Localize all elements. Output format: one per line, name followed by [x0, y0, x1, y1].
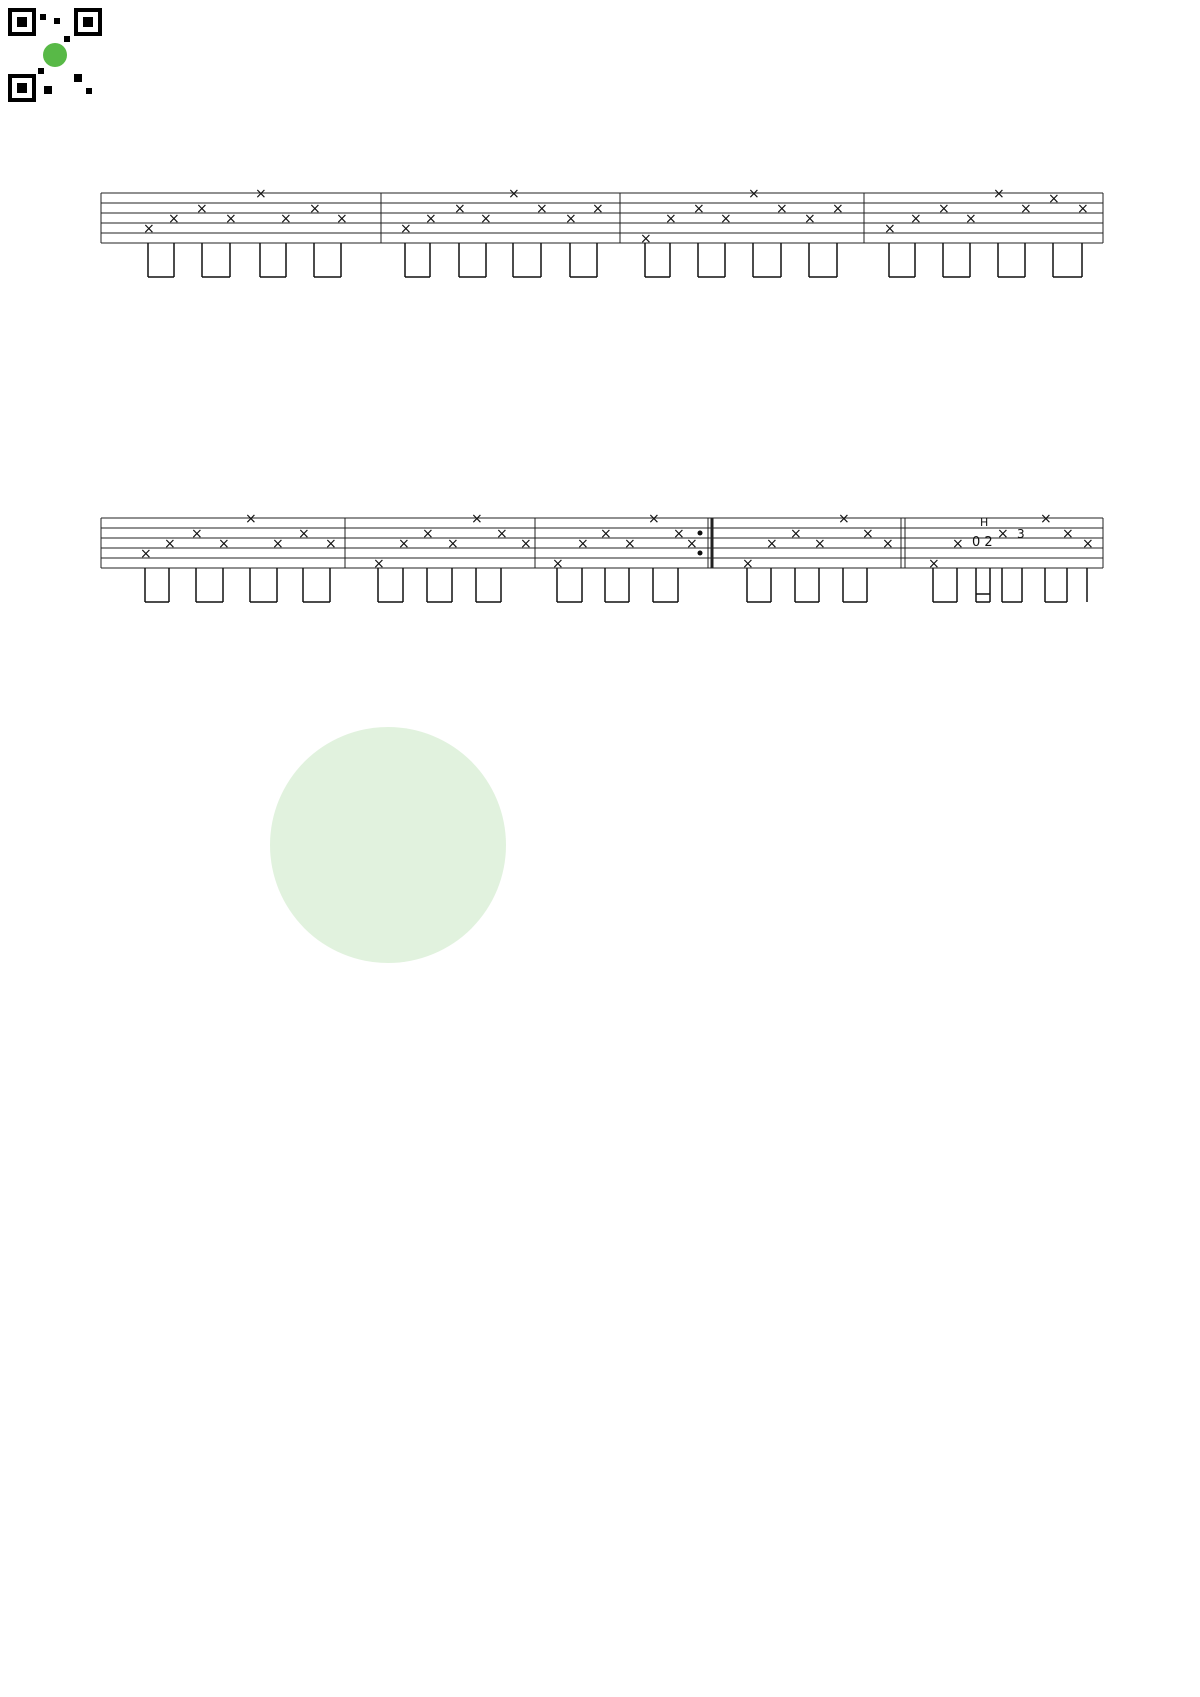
- svg-text:×: ×: [993, 186, 1005, 202]
- svg-text:×: ×: [168, 211, 180, 227]
- svg-text:×: ×: [552, 556, 564, 572]
- svg-text:0 2: 0 2: [972, 535, 993, 550]
- svg-text:×: ×: [814, 536, 826, 552]
- watermark-circle: [270, 727, 506, 963]
- svg-text:×: ×: [398, 536, 410, 552]
- svg-text:×: ×: [577, 536, 589, 552]
- svg-text:×: ×: [600, 526, 612, 542]
- svg-text:×: ×: [480, 211, 492, 227]
- svg-text:×: ×: [910, 211, 922, 227]
- svg-text:×: ×: [272, 536, 284, 552]
- svg-text:×: ×: [804, 211, 816, 227]
- svg-text:×: ×: [373, 556, 385, 572]
- svg-text:×: ×: [425, 211, 437, 227]
- staff-system-1: [101, 186, 1103, 277]
- tab-notes: [140, 511, 1094, 572]
- svg-text:×: ×: [1040, 511, 1052, 527]
- svg-text:×: ×: [790, 526, 802, 542]
- svg-text:×: ×: [1048, 191, 1060, 207]
- svg-text:×: ×: [952, 536, 964, 552]
- svg-text:×: ×: [1020, 201, 1032, 217]
- svg-text:×: ×: [832, 201, 844, 217]
- svg-text:×: ×: [245, 511, 257, 527]
- rhythm-stems: [148, 243, 1082, 277]
- svg-text:×: ×: [742, 556, 754, 572]
- svg-text:×: ×: [928, 556, 940, 572]
- svg-text:×: ×: [536, 201, 548, 217]
- svg-text:×: ×: [218, 536, 230, 552]
- rhythm-stems: [145, 568, 1087, 602]
- svg-text:×: ×: [565, 211, 577, 227]
- tab-notes: [143, 186, 1089, 247]
- svg-text:×: ×: [225, 211, 237, 227]
- svg-text:×: ×: [1077, 201, 1089, 217]
- svg-text:×: ×: [298, 526, 310, 542]
- svg-text:×: ×: [496, 526, 508, 542]
- svg-text:×: ×: [766, 536, 778, 552]
- svg-text:×: ×: [882, 536, 894, 552]
- svg-text:×: ×: [508, 186, 520, 202]
- svg-text:×: ×: [624, 536, 636, 552]
- svg-text:×: ×: [325, 536, 337, 552]
- svg-text:×: ×: [938, 201, 950, 217]
- svg-text:3: 3: [1017, 527, 1025, 541]
- svg-text:×: ×: [997, 526, 1009, 542]
- svg-text:×: ×: [336, 211, 348, 227]
- svg-text:×: ×: [422, 526, 434, 542]
- svg-text:×: ×: [838, 511, 850, 527]
- svg-text:×: ×: [673, 526, 685, 542]
- repeat-dots: [698, 531, 703, 556]
- svg-text:×: ×: [862, 526, 874, 542]
- svg-text:×: ×: [447, 536, 459, 552]
- svg-text:×: ×: [520, 536, 532, 552]
- svg-text:×: ×: [454, 201, 466, 217]
- svg-text:×: ×: [400, 221, 412, 237]
- staff-system-2: [101, 511, 1103, 602]
- svg-text:×: ×: [884, 221, 896, 237]
- svg-text:×: ×: [309, 201, 321, 217]
- svg-text:×: ×: [720, 211, 732, 227]
- svg-text:×: ×: [471, 511, 483, 527]
- svg-text:×: ×: [686, 536, 698, 552]
- watermark: [270, 727, 506, 963]
- svg-text:×: ×: [164, 536, 176, 552]
- svg-text:×: ×: [143, 221, 155, 237]
- svg-text:×: ×: [1082, 536, 1094, 552]
- svg-text:×: ×: [748, 186, 760, 202]
- svg-text:×: ×: [196, 201, 208, 217]
- svg-text:×: ×: [191, 526, 203, 542]
- svg-text:×: ×: [592, 201, 604, 217]
- svg-text:×: ×: [640, 231, 652, 247]
- svg-text:×: ×: [665, 211, 677, 227]
- svg-text:×: ×: [965, 211, 977, 227]
- svg-text:×: ×: [776, 201, 788, 217]
- svg-text:×: ×: [648, 511, 660, 527]
- svg-text:×: ×: [693, 201, 705, 217]
- svg-text:×: ×: [280, 211, 292, 227]
- svg-text:H: H: [980, 516, 989, 529]
- svg-text:×: ×: [255, 186, 267, 202]
- svg-text:×: ×: [1062, 526, 1074, 542]
- svg-text:×: ×: [140, 546, 152, 562]
